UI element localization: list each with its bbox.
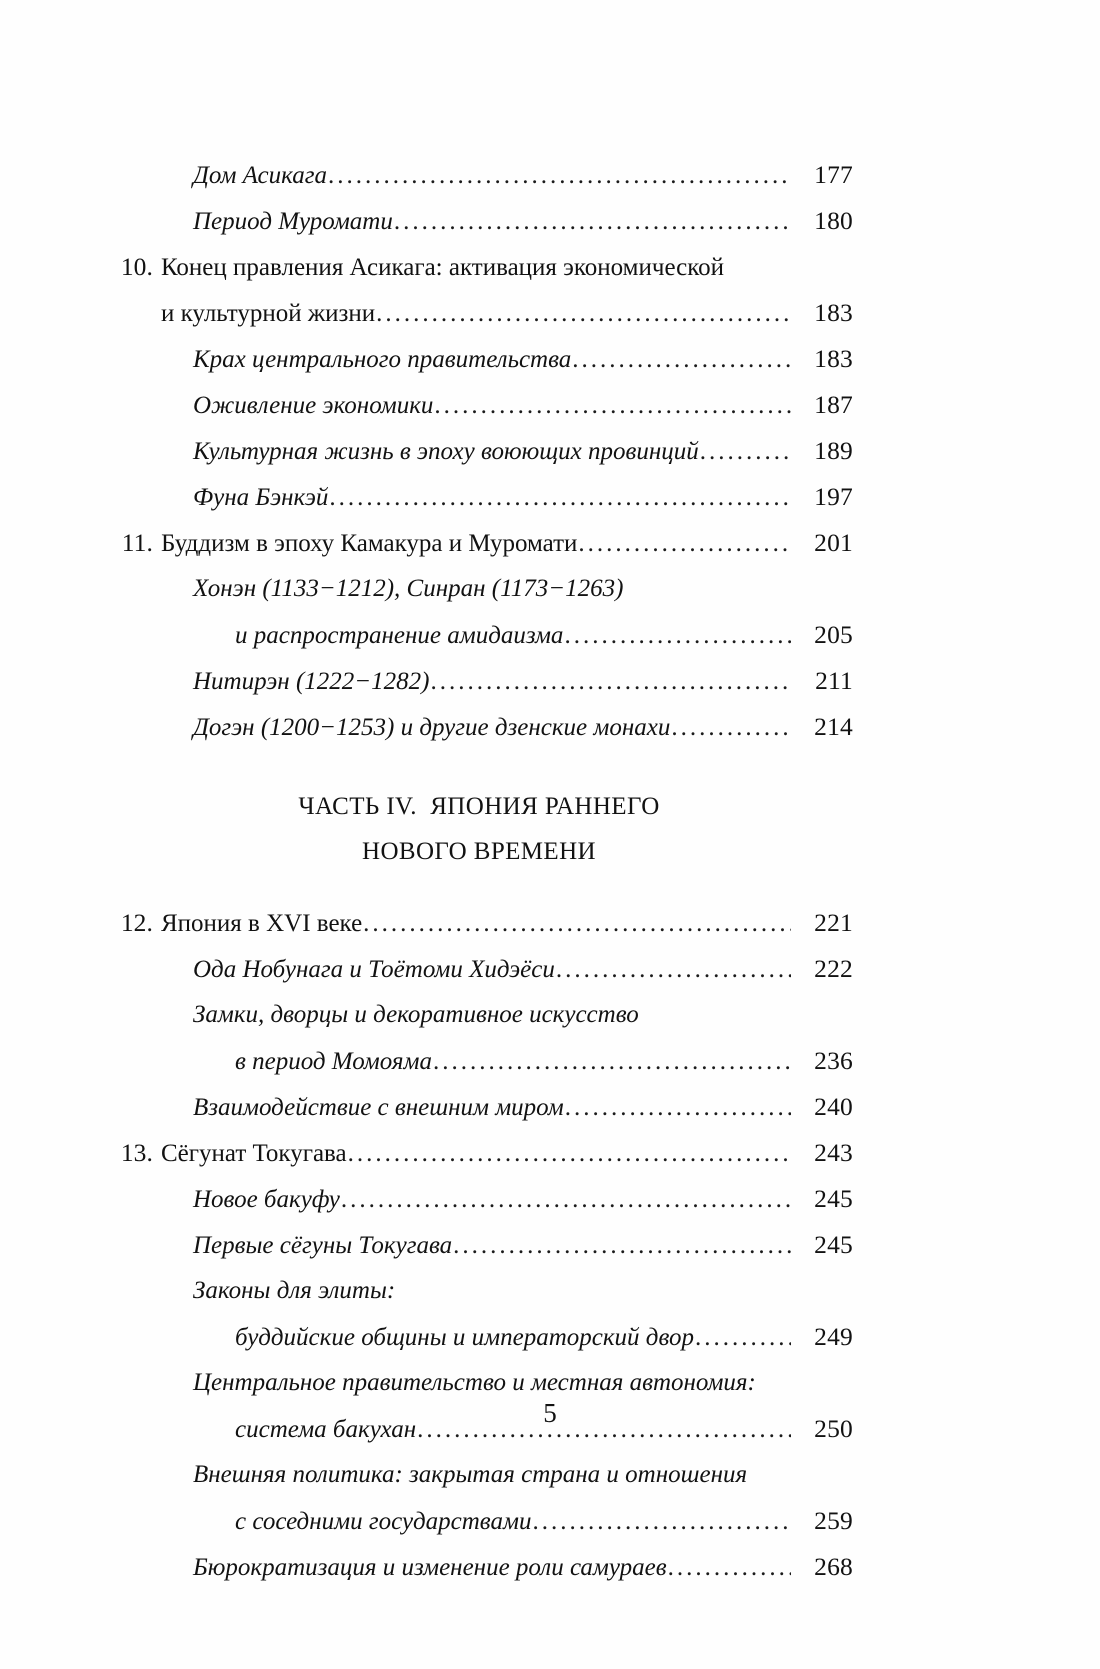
toc-entry-title: с соседними государствами (235, 1508, 532, 1535)
toc-page-number: 183 (814, 344, 853, 373)
part-heading (105, 784, 853, 874)
toc-page-number: 221 (814, 908, 853, 937)
toc-dot-leader (532, 1499, 791, 1545)
toc-section-row[interactable] (105, 1314, 853, 1360)
toc-entry-title: Взаимодействие с внешним миром (193, 1094, 564, 1121)
toc-section-row[interactable] (105, 612, 853, 658)
toc-page-number: 250 (814, 1414, 853, 1443)
toc-page-number: 249 (814, 1322, 853, 1351)
toc-section-row[interactable] (105, 566, 853, 612)
toc-entry-title: Конец правления Асикага: активация экономической (161, 254, 725, 281)
toc-section-row[interactable] (105, 992, 853, 1038)
toc-entry-title: Внешняя политика: закрытая страна и отношения (193, 1461, 748, 1488)
toc-entry-title: Центральное правительство и местная автономия: (193, 1369, 756, 1396)
toc-entry-title: Хонэн (1133−1212), Синран (1173−1263) (193, 575, 624, 602)
part-heading-line-1: ЧАСТЬ IV. ЯПОНИЯ РАННЕГО (298, 793, 660, 820)
toc-entry-title: Дом Асикага (193, 162, 327, 189)
toc-section-row[interactable] (105, 1544, 853, 1590)
toc-entry-title: и распространение амидаизма (235, 622, 564, 649)
toc-dot-leader (328, 153, 791, 199)
toc-page-number: 243 (814, 1138, 853, 1167)
toc-section-row[interactable] (105, 474, 853, 520)
toc-section-row[interactable] (105, 336, 853, 382)
toc-section-row[interactable] (105, 1176, 853, 1222)
toc-page-number: 245 (814, 1230, 853, 1259)
toc-entry-title: Культурная жизнь в эпоху воюющих провинций (193, 438, 699, 465)
toc-dot-leader (394, 199, 791, 245)
toc-entry-title: в период Момояма (235, 1048, 432, 1075)
toc-dot-leader (572, 337, 791, 383)
toc-entry-title: Нитирэн (1222−1282) (193, 668, 430, 695)
toc-page-number: 236 (814, 1046, 853, 1075)
toc-chapter-row[interactable] (105, 290, 853, 336)
toc-dot-leader (376, 291, 791, 337)
toc-section-row[interactable] (105, 1452, 853, 1498)
toc-entry-title: Бюрократизация и изменение роли самураев (193, 1554, 667, 1581)
toc-group-part3 (105, 152, 853, 750)
toc-entry-title: буддийские общины и императорский двор (235, 1324, 694, 1351)
toc-page-number: 201 (814, 528, 853, 557)
toc-entry-title: Фуна Бэнкэй (193, 484, 329, 511)
toc-page-number: 189 (814, 436, 853, 465)
toc-dot-leader (433, 1039, 791, 1085)
toc-dot-leader (341, 1177, 791, 1223)
toc-dot-leader (363, 901, 791, 947)
toc-entry-title: Крах центрального правительства (193, 346, 572, 373)
toc-section-row[interactable] (105, 1498, 853, 1544)
toc-dot-leader (434, 383, 791, 429)
toc-page-number: 240 (814, 1092, 853, 1121)
page-folio: 5 (543, 1398, 557, 1428)
toc-chapter-row[interactable] (105, 900, 853, 946)
toc-entry-number: 11. (121, 528, 153, 557)
toc-page-number: 205 (814, 620, 853, 649)
toc-page-number: 214 (814, 712, 853, 741)
toc-section-row[interactable] (105, 1038, 853, 1084)
toc-group-part4 (105, 900, 853, 1590)
toc-dot-leader (668, 1545, 791, 1591)
toc-page-number: 197 (814, 482, 853, 511)
part-heading-line-2: НОВОГО ВРЕМЕНИ (361, 838, 597, 865)
toc-page-number: 180 (814, 206, 853, 235)
toc-section-row[interactable] (105, 946, 853, 992)
toc-entry-title: Догэн (1200−1253) и другие дзенские монахи (193, 714, 671, 741)
toc-section-row[interactable] (105, 428, 853, 474)
toc-entry-title: Оживление экономики (193, 392, 434, 419)
toc-dot-leader (329, 475, 791, 521)
toc-dot-leader (565, 1085, 791, 1131)
toc-entry-title: Период Муромати (193, 208, 393, 235)
toc-chapter-row[interactable] (105, 520, 853, 566)
toc-page-number: 222 (814, 954, 853, 983)
toc-dot-leader (700, 429, 791, 475)
toc-entry-title: и культурной жизни (161, 300, 376, 327)
toc-dot-leader (564, 613, 791, 659)
toc-entry-title: Замки, дворцы и декоративное искусство (193, 1001, 639, 1028)
toc-entry-number: 12. (120, 908, 153, 937)
toc-dot-leader (578, 521, 791, 567)
toc-section-row[interactable] (105, 658, 853, 704)
toc-section-row[interactable] (105, 1084, 853, 1130)
toc-page-number: 187 (814, 390, 853, 419)
toc-entry-title: Сёгунат Токугава (161, 1140, 347, 1167)
toc-section-row[interactable] (105, 704, 853, 750)
toc-page-number: 259 (814, 1506, 853, 1535)
toc-entry-number: 10. (120, 252, 153, 281)
toc-section-row[interactable] (105, 1268, 853, 1314)
toc-dot-leader (671, 705, 791, 751)
toc-page-number: 183 (814, 298, 853, 327)
toc-page-number: 177 (814, 160, 853, 189)
toc-section-row[interactable] (105, 198, 853, 244)
toc-page-number: 245 (814, 1184, 853, 1213)
toc-page-number: 211 (815, 666, 853, 695)
toc-section-row[interactable] (105, 152, 853, 198)
toc-dot-leader (556, 947, 791, 993)
toc-dot-leader (348, 1131, 791, 1177)
toc-entry-title: система бакухан (235, 1416, 417, 1443)
toc-section-row[interactable] (105, 1222, 853, 1268)
table-of-contents (105, 152, 853, 1590)
toc-page-number: 268 (814, 1552, 853, 1581)
toc-dot-leader (430, 659, 791, 705)
toc-entry-title: Ода Нобунага и Тоётоми Хидэёси (193, 956, 555, 983)
toc-section-row[interactable] (105, 382, 853, 428)
toc-dot-leader (453, 1223, 791, 1269)
toc-chapter-row[interactable] (105, 244, 853, 290)
toc-entry-title: Законы для элиты: (193, 1277, 396, 1304)
toc-entry-title: Новое бакуфу (193, 1186, 340, 1213)
toc-entry-title: Первые сёгуны Токугава (193, 1232, 453, 1259)
toc-entry-title: Буддизм в эпоху Камакура и Муромати (161, 530, 578, 557)
toc-chapter-row[interactable] (105, 1130, 853, 1176)
toc-dot-leader (695, 1315, 791, 1361)
toc-entry-number: 13. (120, 1138, 153, 1167)
toc-entry-title: Япония в XVI веке (161, 910, 363, 937)
